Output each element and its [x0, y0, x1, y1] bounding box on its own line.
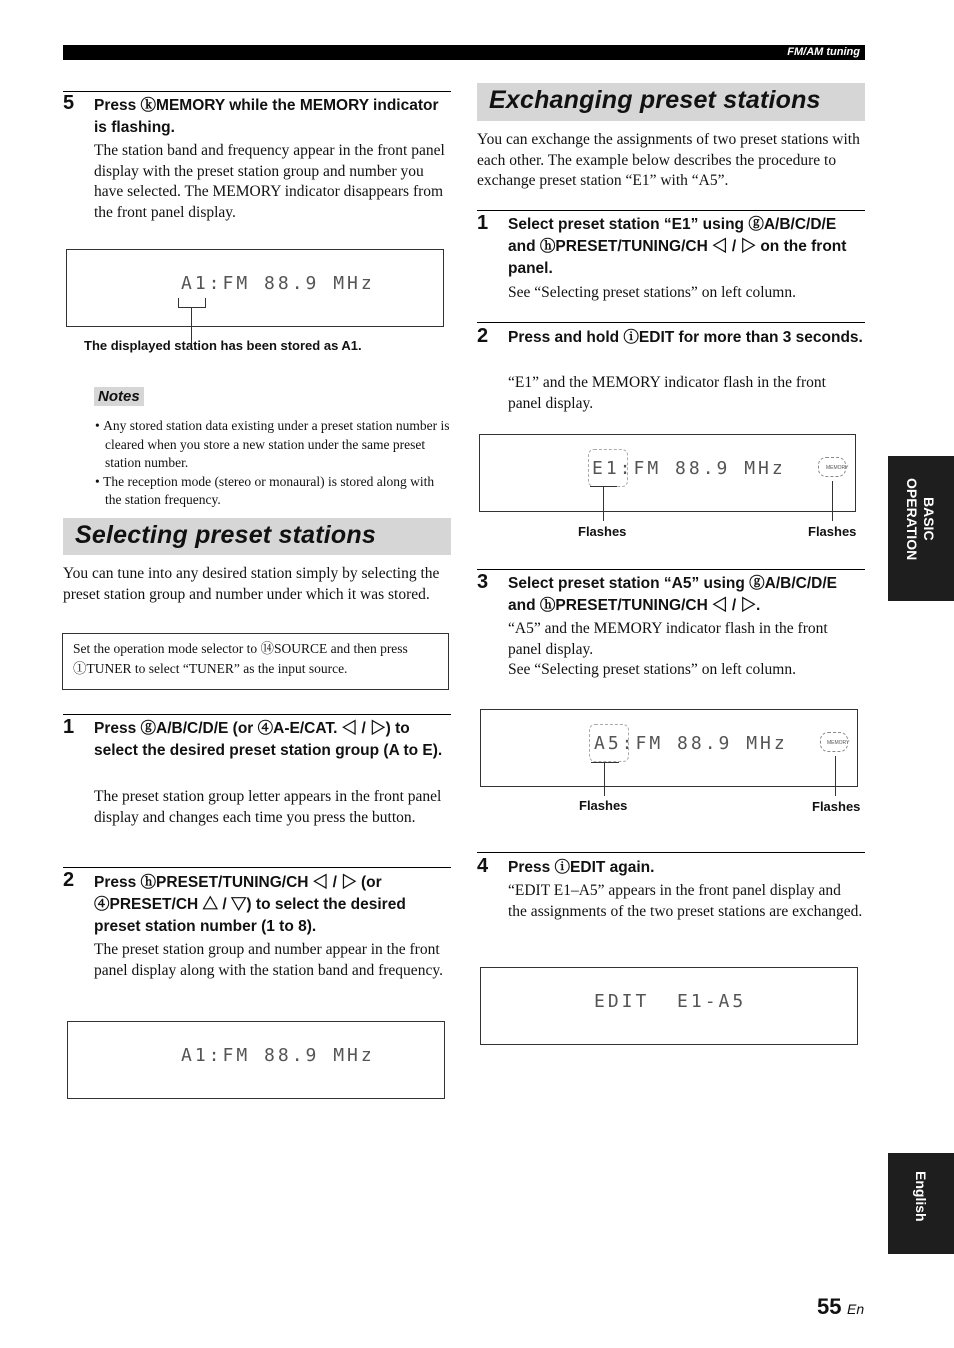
side-tab-label: BASIC OPERATION [904, 478, 937, 561]
section-intro: You can exchange the assignments of two preset stations with each other. The example below describes the procedure to exchange preset station “E1” with “A5”. [477, 131, 860, 189]
step-heading: Select preset station “E1” using ⓖA/B/C/D/E and ⓗPRESET/TUNING/CH ◁ / ▷ on the front panel. [508, 216, 847, 277]
step-heading: Press ⓚMEMORY while the MEMORY indicator is flashing. [94, 97, 439, 136]
step-body: “A5” and the MEMORY indicator flash in the front panel display. [508, 620, 828, 658]
step-heading: Press ⓖA/B/C/D/E (or ④A-E/CAT. ◁ / ▷) to select the desired preset station group (A to E). [94, 720, 443, 759]
note-text: Any stored station data existing under a preset station number is cleared when you store a new station under the same preset station number. [103, 418, 450, 470]
side-tab-english [888, 1153, 954, 1254]
step-rule [477, 210, 865, 211]
step-heading: Press and hold ⓘEDIT for more than 3 seconds. [508, 329, 863, 346]
flashes-label: Flashes [808, 524, 857, 539]
note-text: The reception mode (stereo or monaural) is stored along with the station frequency. [103, 473, 435, 507]
memory-indicator: MEMORY [827, 740, 850, 746]
display-text: E1:FM 88.9 MHz [592, 458, 786, 479]
step-body: “E1” and the MEMORY indicator flash in the front panel display. [508, 374, 826, 412]
bracket-line [591, 762, 619, 763]
bracket-line [178, 307, 206, 308]
leader-line [603, 486, 604, 521]
flashes-label: Flashes [579, 798, 628, 813]
flashes-label: Flashes [578, 524, 627, 539]
step-number: 2 [477, 325, 489, 347]
front-panel-display [480, 709, 858, 787]
list-item: • The reception mode (stereo or monaural) is stored along with the station frequency. [95, 473, 435, 507]
flash-rays-icon [818, 457, 849, 477]
section-header: FM/AM tuning [787, 46, 860, 58]
flashes-label: Flashes [812, 799, 861, 814]
page-lang: En [847, 1301, 865, 1317]
bracket-line [205, 298, 206, 308]
display-text: A5:FM 88.9 MHz [594, 733, 788, 754]
display-text: A1:FM 88.9 MHz [181, 1045, 375, 1066]
side-tab-label: English [913, 1171, 929, 1222]
front-panel-display [480, 967, 858, 1045]
step-rule [477, 322, 865, 323]
step-body: “EDIT E1–A5” appears in the front panel display and the assignments of the two preset stations are exchanged. [508, 882, 863, 920]
info-box-text: Set the operation mode selector to ⑭SOURCE and then press ①TUNER to select “TUNER” as the input source. [73, 641, 408, 676]
list-item: • Any stored station data existing under a preset station number is cleared when you store a new station under the same preset station number. [95, 418, 450, 470]
step-number: 5 [63, 92, 75, 114]
step-number: 4 [477, 855, 489, 877]
side-tab-basic-operation [888, 456, 954, 601]
step-rule [477, 852, 865, 853]
step-body: The preset station group letter appears in the front panel display and changes each time you press the button. [94, 788, 442, 826]
leader-line [832, 481, 833, 521]
step-heading: Select preset station “A5” using ⓖA/B/C/D/E and ⓗPRESET/TUNING/CH ◁ / ▷. [508, 575, 838, 614]
front-panel-display [479, 434, 856, 512]
notes-label: Notes [94, 387, 144, 406]
step-rule [477, 569, 865, 570]
notes-list [95, 417, 451, 510]
step-rule [63, 91, 451, 92]
memory-indicator: MEMORY [826, 465, 849, 471]
step-number: 2 [63, 869, 75, 891]
step-number: 1 [477, 212, 489, 234]
step-heading: Press ⓗPRESET/TUNING/CH ◁ / ▷ (or ④PRESET/CH △ / ▽) to select the desired preset station number (1 to 8). [94, 874, 406, 935]
front-panel-display [67, 1021, 445, 1099]
step-body: The preset station group and number appear in the front panel display along with the station band and frequency. [94, 941, 443, 979]
front-panel-display [66, 249, 444, 327]
display-text: EDIT E1-A5 [594, 991, 747, 1012]
section-title: Selecting preset stations [75, 521, 376, 549]
section-title-band [477, 83, 865, 121]
section-title: Exchanging preset stations [489, 86, 821, 114]
step-number: 3 [477, 571, 489, 593]
leader-line [835, 756, 836, 796]
header-bar [63, 45, 865, 60]
step-body: See “Selecting preset stations” on left column. [508, 661, 796, 678]
display-caption: The displayed station has been stored as A1. [84, 338, 362, 353]
step-rule [63, 714, 451, 715]
step-body: The station band and frequency appear in the front panel display with the preset station group and number you have selected. The MEMORY indicator disappears from the front panel display. [94, 142, 445, 221]
section-title-band [63, 518, 451, 555]
flash-rays-icon [820, 732, 848, 752]
step-body: See “Selecting preset stations” on left column. [508, 284, 796, 301]
step-number: 1 [63, 716, 75, 738]
info-box [62, 633, 449, 690]
page-number: 55 [817, 1294, 842, 1319]
flash-rays-icon [588, 449, 628, 487]
step-heading: Press ⓘEDIT again. [508, 859, 655, 876]
display-text: A1:FM 88.9 MHz [181, 273, 375, 294]
section-intro: You can tune into any desired station simply by selecting the preset station group and number under which it was stored. [63, 565, 440, 603]
step-rule [63, 867, 451, 868]
leader-line [604, 762, 605, 796]
flash-rays-icon [589, 724, 629, 762]
